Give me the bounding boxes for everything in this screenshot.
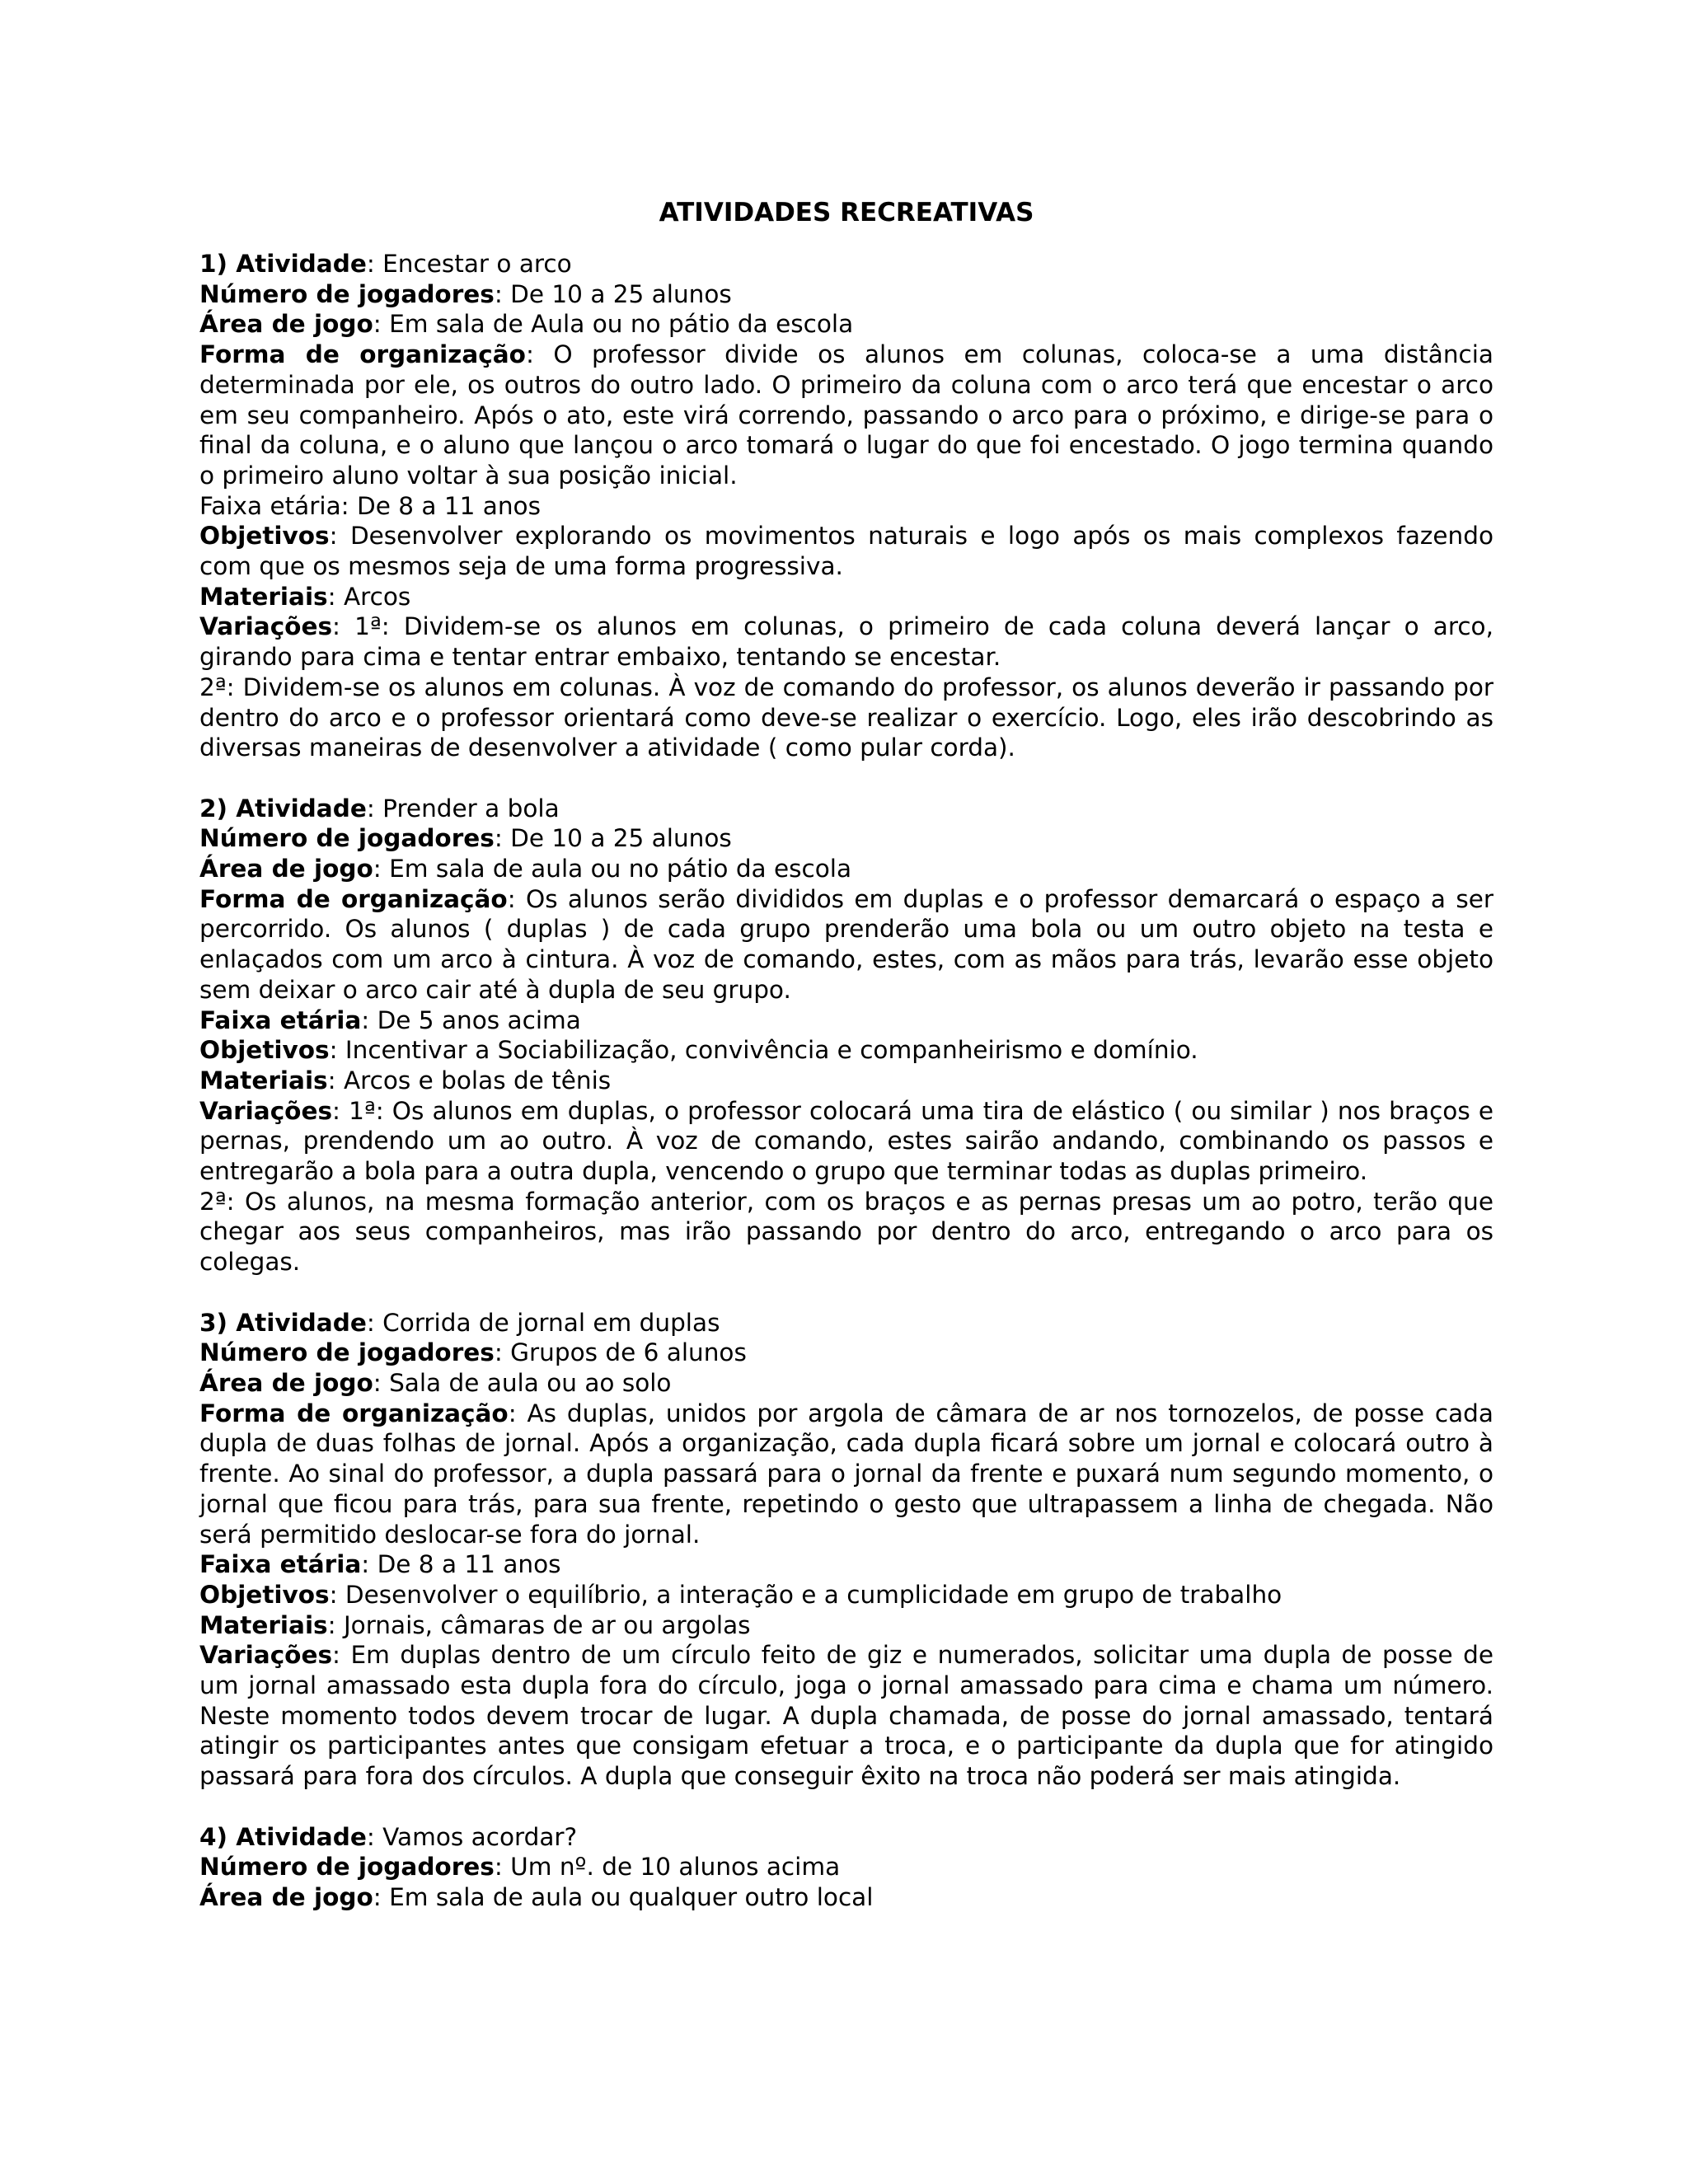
- activity-name-line: 1) Atividade: Encestar o arco: [199, 250, 572, 278]
- activity-number: 3): [199, 1308, 228, 1337]
- age-value: De 5 anos acima: [377, 1005, 581, 1034]
- age-line: Faixa etária: De 5 anos acima: [199, 1005, 581, 1034]
- players-label: Número de jogadores: [199, 279, 495, 308]
- activity-number: 1): [199, 250, 228, 278]
- activity-3: [199, 1308, 1493, 1792]
- materials-value: Arcos: [343, 582, 411, 611]
- area-label: Área de jogo: [199, 1882, 373, 1911]
- materials-value: Arcos e bolas de tênis: [343, 1066, 612, 1094]
- variation-1-text: 1ª: Os alunos em duplas, o professor colocará uma tira de elástico ( ou similar ) nos braços e pernas, prendendo um ao outro. À voz de comando, estes sairão andando, combinando os passos e entregarão a bola para a outra dupla, vencendo o grupo que terminar todas as duplas primeiro.: [199, 1096, 1493, 1186]
- organization-paragraph: Forma de organização: Os alunos serão divididos em duplas e o professor demarcará o espaço a ser percorrido. Os alunos ( duplas ) de cada grupo prenderão uma bola ou um outro objeto na testa e enlaçados com um arco à cintura. À voz de comando, estes, com as mãos para trás, levarão esse objeto sem deixar o arco cair até à dupla de seu grupo.: [199, 884, 1493, 1004]
- materials-line: Materiais: Jornais, câmaras de ar ou argolas: [199, 1610, 751, 1639]
- activity-label: Atividade: [236, 250, 367, 278]
- area-line: Área de jogo: Em sala de aula ou no pátio da escola: [199, 855, 852, 883]
- objectives-label: Objetivos: [199, 1036, 330, 1065]
- area-value: Em sala de aula ou no pátio da escola: [389, 855, 852, 883]
- organization-paragraph: Forma de organização: O professor divide os alunos em colunas, coloca-se a uma distância determinada por ele, os outros do outro lado. O primeiro da coluna com o arco terá que encestar o arco em seu companheiro. Após o ato, este virá correndo, passando o arco para o próximo, e dirige-se para o final da coluna, e o aluno que lançou o arco tomará o lugar do que foi encestado. O jogo termina quando o primeiro aluno voltar à sua posição inicial.: [199, 340, 1494, 490]
- activity-name-line: 2) Atividade: Prender a bola: [199, 794, 560, 823]
- objectives-label: Objetivos: [199, 1580, 330, 1609]
- variation-1-text: 1ª: Dividem-se os alunos em colunas, o primeiro de cada coluna deverá lançar o arco, girando para cima e tentar entrar embaixo, tentando se encestar.: [199, 612, 1493, 672]
- variation-1-text: Em duplas dentro de um círculo feito de giz e numerados, solicitar uma dupla de posse de um jornal amassado esta dupla fora do círculo, joga o jornal amassado para cima e chama um número. Neste momento todos devem trocar de lugar. A dupla chamada, de posse do jornal amassado, tentará atingir os participantes antes que consigam efetuar a troca, e o participante da dupla que for atingido passará para fora dos círculos. A dupla que conseguir êxito na troca não poderá ser mais atingida.: [199, 1641, 1493, 1791]
- area-line: Área de jogo: Em sala de Aula ou no pátio da escola: [199, 310, 854, 339]
- activity-number: 4): [199, 1822, 228, 1851]
- variations-label: Variações: [199, 1641, 333, 1670]
- organization-text: Os alunos serão divididos em duplas e o professor demarcará o espaço a ser percorrido. Os alunos ( duplas ) de cada grupo prenderão uma bola ou um outro objeto na testa e enlaçados com um arco à cintura. À voz de comando, estes, com as mãos para trás, levarão esse objeto sem deixar o arco cair até à dupla de seu grupo.: [199, 884, 1493, 1004]
- organization-text: O professor divide os alunos em colunas, coloca-se a uma distância determinada por ele, os outros do outro lado. O primeiro da coluna com o arco terá que encestar o arco em seu companheiro. Após o ato, este virá correndo, passando o arco para o próximo, e dirige-se para o final da coluna, e o aluno que lançou o arco tomará o lugar do que foi encestado. O jogo termina quando o primeiro aluno voltar à sua posição inicial.: [199, 340, 1494, 490]
- players-label: Número de jogadores: [199, 1853, 495, 1882]
- materials-label: Materiais: [199, 1066, 328, 1094]
- objectives-paragraph: Objetivos: Desenvolver o equilíbrio, a interação e a cumplicidade em grupo de trabalho: [199, 1580, 1282, 1609]
- area-value: Em sala de aula ou qualquer outro local: [389, 1882, 874, 1911]
- area-value: Sala de aula ou ao solo: [389, 1368, 672, 1397]
- variation-2-paragraph: 2ª: Dividem-se os alunos em colunas. À voz de comando do professor, os alunos deverão ir passando por dentro do arco e o professor orientará como deve-se realizar o exercício. Logo, eles irão descobrindo as diversas maneiras de desenvolver a atividade ( como pular corda).: [199, 673, 1493, 762]
- materials-line: Materiais: Arcos: [199, 582, 411, 611]
- organization-label: Forma de organização: [199, 340, 526, 369]
- players-line: Número de jogadores: Um nº. de 10 alunos acima: [199, 1853, 841, 1882]
- area-value: Em sala de Aula ou no pátio da escola: [389, 310, 854, 339]
- age-label: Faixa etária: [199, 1005, 362, 1034]
- players-label: Número de jogadores: [199, 1338, 495, 1367]
- organization-label: Forma de organização: [199, 1399, 509, 1427]
- activity-name: Vamos acordar?: [382, 1822, 578, 1851]
- variations-label: Variações: [199, 1096, 333, 1125]
- players-line: Número de jogadores: Grupos de 6 alunos: [199, 1338, 747, 1367]
- activity-name: Encestar o arco: [382, 250, 572, 278]
- area-label: Área de jogo: [199, 855, 373, 883]
- players-label: Número de jogadores: [199, 824, 495, 853]
- variations-paragraph: Variações: 1ª: Os alunos em duplas, o professor colocará uma tira de elástico ( ou similar ) nos braços e pernas, prendendo um ao outro. À voz de comando, estes sairão andando, combinando os passos e entregarão a bola para a outra dupla, vencendo o grupo que terminar todas as duplas primeiro.: [199, 1096, 1493, 1186]
- variations-paragraph: Variações: 1ª: Dividem-se os alunos em colunas, o primeiro de cada coluna deverá lançar o arco, girando para cima e tentar entrar embaixo, tentando se encestar.: [199, 612, 1493, 672]
- activity-number: 2): [199, 794, 228, 823]
- objectives-label: Objetivos: [199, 522, 330, 551]
- age-label: Faixa etária: [199, 1550, 362, 1579]
- area-label: Área de jogo: [199, 1368, 373, 1397]
- area-line: Área de jogo: Em sala de aula ou qualquer outro local: [199, 1882, 874, 1911]
- objectives-paragraph: Objetivos: Incentivar a Sociabilização, convivência e companheirismo e domínio.: [199, 1036, 1198, 1065]
- activity-label: Atividade: [236, 794, 367, 823]
- materials-value: Jornais, câmaras de ar ou argolas: [343, 1610, 751, 1639]
- players-value: De 10 a 25 alunos: [510, 824, 732, 853]
- objectives-text: Desenvolver explorando os movimentos naturais e logo após os mais complexos fazendo com que os mesmos seja de uma forma progressiva.: [199, 522, 1493, 581]
- activity-label: Atividade: [236, 1822, 367, 1851]
- activity-2: [199, 794, 1493, 1277]
- age-value: De 8 a 11 anos: [377, 1550, 561, 1579]
- age-value: De 8 a 11 anos: [356, 491, 541, 520]
- materials-line: Materiais: Arcos e bolas de tênis: [199, 1066, 612, 1094]
- activity-name-line: 4) Atividade: Vamos acordar?: [199, 1822, 578, 1851]
- players-line: Número de jogadores: De 10 a 25 alunos: [199, 824, 732, 853]
- document-title: ATIVIDADES RECREATIVAS: [659, 198, 1034, 227]
- materials-label: Materiais: [199, 1610, 328, 1639]
- activity-1: [199, 249, 1493, 763]
- age-line: Faixa etária: De 8 a 11 anos: [199, 1550, 561, 1579]
- variation-2-paragraph: 2ª: Os alunos, na mesma formação anterior, com os braços e as pernas presas um ao potro, terão que chegar aos seus companheiros, mas irão passando por dentro do arco, entregando o arco para os colegas.: [199, 1187, 1493, 1277]
- activity-name: Prender a bola: [382, 794, 560, 823]
- players-line: Número de jogadores: De 10 a 25 alunos: [199, 279, 732, 308]
- objectives-text: Incentivar a Sociabilização, convivência e companheirismo e domínio.: [345, 1036, 1198, 1065]
- activity-name: Corrida de jornal em duplas: [382, 1308, 720, 1337]
- document-body: [199, 198, 1493, 1943]
- area-line: Área de jogo: Sala de aula ou ao solo: [199, 1368, 672, 1397]
- objectives-paragraph: Objetivos: Desenvolver explorando os movimentos naturais e logo após os mais complexos fazendo com que os mesmos seja de uma forma progressiva.: [199, 522, 1493, 581]
- players-value: Grupos de 6 alunos: [510, 1338, 747, 1367]
- organization-text: As duplas, unidos por argola de câmara de ar nos tornozelos, de posse cada dupla de duas folhas de jornal. Após a organização, cada dupla ficará sobre um jornal e colocará outro à frente. Ao sinal do professor, a dupla passará para o jornal da frente e puxará num segundo momento, o jornal que ficou para trás, para sua frente, repetindo o gesto que ultrapassem a linha de chegada. Não será permitido deslocar-se fora do jornal.: [199, 1399, 1493, 1549]
- area-label: Área de jogo: [199, 310, 373, 339]
- objectives-text: Desenvolver o equilíbrio, a interação e a cumplicidade em grupo de trabalho: [345, 1580, 1282, 1609]
- activity-name-line: 3) Atividade: Corrida de jornal em duplas: [199, 1308, 720, 1337]
- age-label: Faixa etária: [199, 491, 341, 520]
- activity-label: Atividade: [236, 1308, 367, 1337]
- variations-paragraph: Variações: Em duplas dentro de um círculo feito de giz e numerados, solicitar uma dupla de posse de um jornal amassado esta dupla fora do círculo, joga o jornal amassado para cima e chama um número. Neste momento todos devem trocar de lugar. A dupla chamada, de posse do jornal amassado, tentará atingir os participantes antes que consigam efetuar a troca, e o participante da dupla que for atingido passará para fora dos círculos. A dupla que conseguir êxito na troca não poderá ser mais atingida.: [199, 1641, 1493, 1791]
- organization-paragraph: Forma de organização: As duplas, unidos por argola de câmara de ar nos tornozelos, de posse cada dupla de duas folhas de jornal. Após a organização, cada dupla ficará sobre um jornal e colocará outro à frente. Ao sinal do professor, a dupla passará para o jornal da frente e puxará num segundo momento, o jornal que ficou para trás, para sua frente, repetindo o gesto que ultrapassem a linha de chegada. Não será permitido deslocar-se fora do jornal.: [199, 1399, 1493, 1549]
- activity-4: [199, 1822, 1493, 1913]
- players-value: De 10 a 25 alunos: [510, 279, 732, 308]
- materials-label: Materiais: [199, 582, 328, 611]
- organization-label: Forma de organização: [199, 884, 508, 913]
- age-line: Faixa etária: De 8 a 11 anos: [199, 491, 541, 520]
- variations-label: Variações: [199, 612, 333, 641]
- players-value: Um nº. de 10 alunos acima: [510, 1853, 841, 1882]
